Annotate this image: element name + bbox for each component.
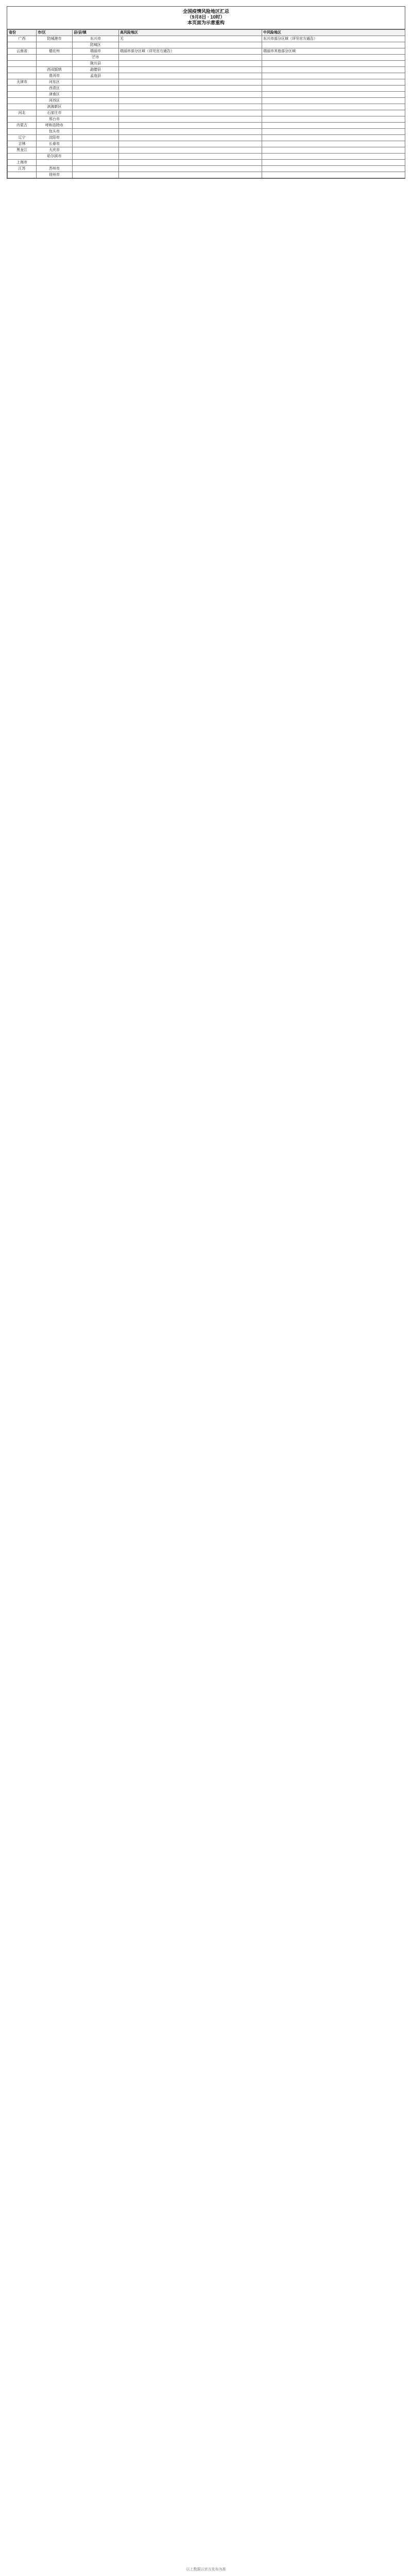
table-row [8,86,405,92]
mid-risk-cell: 瑞丽市其他部分区域 [262,48,405,55]
province-cell: 辽宁 [8,135,37,141]
city-cell [37,61,73,67]
province-cell [8,172,37,178]
table-row [8,48,405,55]
mid-risk-cell [262,79,405,86]
table-row [8,166,405,172]
city-cell: 沈阳市 [37,135,73,141]
high-risk-cell [119,129,262,135]
province-cell: 广西 [8,36,37,42]
mid-risk-cell [262,86,405,92]
province-cell [8,55,37,61]
city-cell: 津南区 [37,92,73,98]
district-cell: 瑞丽市 [73,48,119,55]
province-cell [8,92,37,98]
district-cell: 防城区 [73,42,119,48]
city-cell [37,55,73,61]
mid-risk-cell [262,154,405,160]
district-cell [73,154,119,160]
high-risk-cell [119,79,262,86]
mid-risk-cell [262,160,405,166]
table-header-row [8,30,405,36]
high-risk-cell [119,123,262,129]
high-risk-cell [119,172,262,178]
province-cell: 江苏 [8,166,37,172]
province-cell [8,116,37,123]
footer-note: 以上数据以官方发布为准 [186,2568,226,2571]
district-cell: 东兴市 [73,36,119,42]
column-header: 县/县/镇 [73,30,119,36]
table-row [8,172,405,178]
table-row [8,98,405,104]
mid-risk-cell [262,92,405,98]
table-row [8,129,405,135]
province-cell [8,73,37,79]
mid-risk-cell [262,166,405,172]
mid-risk-cell [262,129,405,135]
table-row [8,79,405,86]
province-cell: 黑龙江 [8,147,37,154]
mid-risk-cell [262,98,405,104]
city-cell: 邢台市 [37,116,73,123]
title-block [7,7,405,29]
high-risk-cell [119,98,262,104]
district-cell [73,104,119,110]
province-cell [8,61,37,67]
mid-risk-cell [262,141,405,147]
page-title: 全国疫情风险地区汇总 [182,9,229,14]
table-row [8,147,405,154]
high-risk-cell [119,55,262,61]
city-cell: 包头市 [37,129,73,135]
risk-area-table [7,29,405,178]
page-subtitle: 本页面为示意重构 [187,20,225,25]
table-row [8,92,405,98]
district-cell [73,123,119,129]
district-cell [73,160,119,166]
city-cell: 大庆市 [37,147,73,154]
province-cell: 云南省 [8,48,37,55]
province-cell: 内蒙古 [8,123,37,129]
high-risk-cell [119,135,262,141]
high-risk-cell [119,110,262,116]
city-cell: 滨海新区 [37,104,73,110]
city-cell: 西青区 [37,86,73,92]
high-risk-cell [119,92,262,98]
district-cell [73,116,119,123]
district-cell [73,166,119,172]
mid-risk-cell [262,55,405,61]
table-row [8,36,405,42]
high-risk-cell [119,42,262,48]
province-cell: 上海市 [8,160,37,166]
district-cell [73,147,119,154]
high-risk-cell [119,104,262,110]
city-cell: 哈尔滨市 [37,154,73,160]
province-cell [8,98,37,104]
city-cell: 河东区 [37,79,73,86]
district-cell: 孟连县 [73,73,119,79]
district-cell [73,129,119,135]
table-body [8,36,405,178]
table-row [8,73,405,79]
city-cell [37,42,73,48]
table-row [8,135,405,141]
mid-risk-cell [262,42,405,48]
table-row [8,67,405,73]
district-cell: 陇川县 [73,61,119,67]
province-cell: 吉林 [8,141,37,147]
table-row [8,55,405,61]
high-risk-cell [119,160,262,166]
city-cell: 徐州市 [37,172,73,178]
high-risk-cell: 无 [119,36,262,42]
mid-risk-cell [262,61,405,67]
city-cell [37,160,73,166]
risk-area-sheet [7,6,405,179]
table-row [8,116,405,123]
table-row [8,160,405,166]
high-risk-cell [119,67,262,73]
province-cell [8,129,37,135]
province-cell: 河北 [8,110,37,116]
mid-risk-cell: 东兴市部分区域（详见官方通告） [262,36,405,42]
high-risk-cell [119,166,262,172]
city-cell: 德宏州 [37,48,73,55]
city-cell: 普洱市 [37,73,73,79]
city-cell: 石家庄市 [37,110,73,116]
column-header: 市/区 [37,30,73,36]
province-cell [8,42,37,48]
mid-risk-cell [262,116,405,123]
table-row [8,154,405,160]
city-cell: 西双版纳 [37,67,73,73]
province-cell [8,154,37,160]
district-cell: 勐腊县 [73,67,119,73]
table-row [8,110,405,116]
mid-risk-cell [262,172,405,178]
table-row [8,123,405,129]
column-header: 省份 [8,30,37,36]
high-risk-cell: 瑞丽市部分区域（详见官方通告） [119,48,262,55]
district-cell [73,135,119,141]
mid-risk-cell [262,135,405,141]
high-risk-cell [119,61,262,67]
province-cell [8,104,37,110]
city-cell: 呼和浩特市 [37,123,73,129]
page-time: （9月8日 · 10时） [187,14,225,20]
district-cell: 芒市 [73,55,119,61]
province-cell [8,86,37,92]
mid-risk-cell [262,67,405,73]
high-risk-cell [119,116,262,123]
high-risk-cell [119,141,262,147]
high-risk-cell [119,86,262,92]
high-risk-cell [119,147,262,154]
district-cell [73,98,119,104]
city-cell: 河西区 [37,98,73,104]
table-row [8,104,405,110]
city-cell: 防城港市 [37,36,73,42]
district-cell [73,141,119,147]
city-cell: 长春市 [37,141,73,147]
table-row [8,141,405,147]
high-risk-cell [119,154,262,160]
district-cell [73,110,119,116]
district-cell [73,172,119,178]
province-cell: 天津市 [8,79,37,86]
mid-risk-cell [262,147,405,154]
table-row [8,42,405,48]
province-cell [8,67,37,73]
district-cell [73,92,119,98]
column-header: 高风险地区 [119,30,262,36]
district-cell [73,86,119,92]
mid-risk-cell [262,110,405,116]
city-cell: 苏州市 [37,166,73,172]
column-header: 中风险地区 [262,30,405,36]
mid-risk-cell [262,73,405,79]
district-cell [73,79,119,86]
mid-risk-cell [262,104,405,110]
table-row [8,61,405,67]
high-risk-cell [119,73,262,79]
mid-risk-cell [262,123,405,129]
